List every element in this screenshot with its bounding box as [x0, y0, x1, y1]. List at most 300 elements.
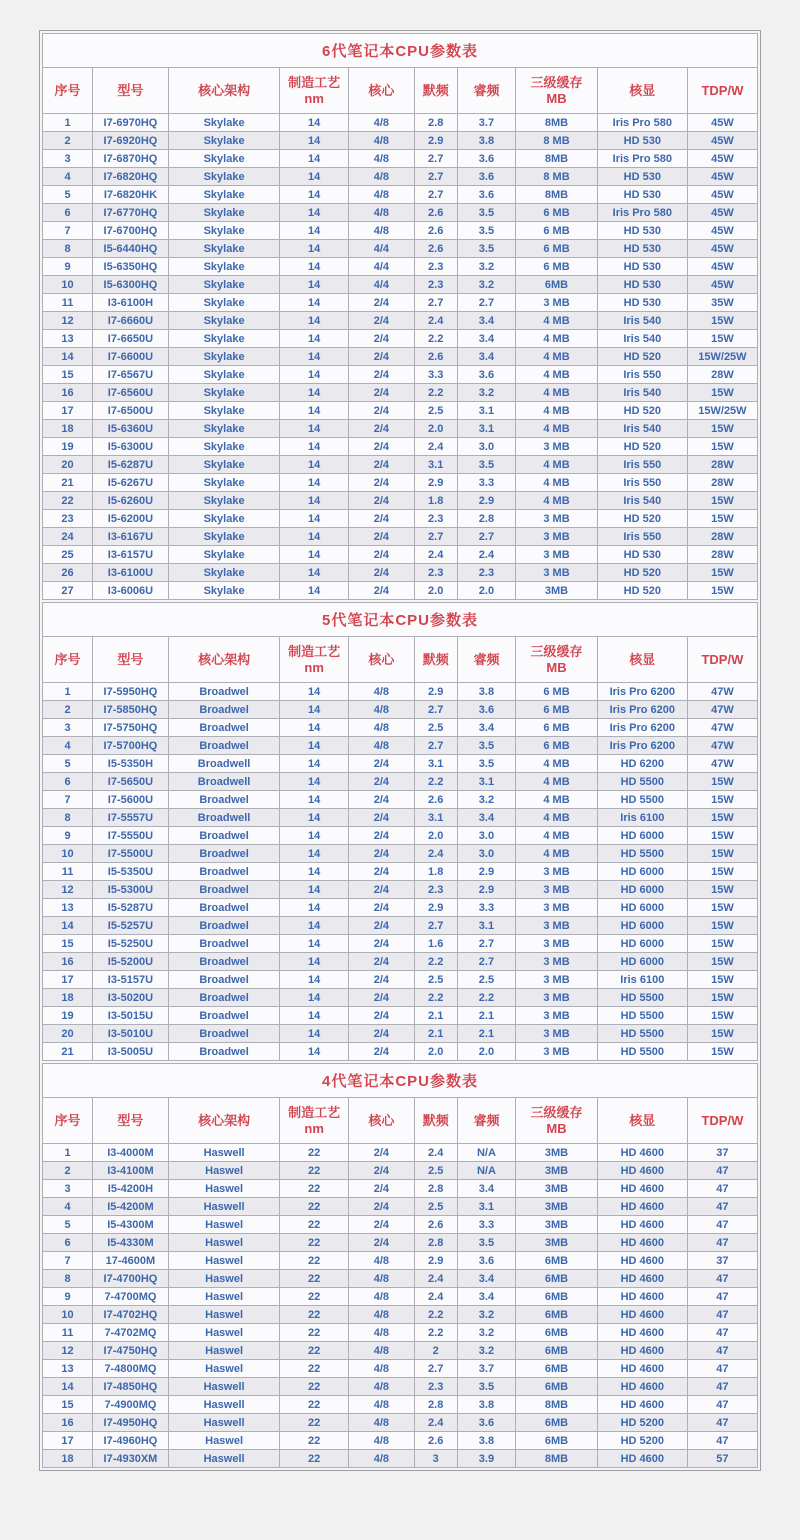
column-header-row — [43, 1098, 758, 1144]
cell-col-model: 17-4600M — [93, 1252, 169, 1270]
cell-col-index: 7 — [43, 791, 93, 809]
cell-col-cores: 2/4 — [348, 809, 414, 827]
cell-col-l3-cache: 8MB — [516, 186, 598, 204]
cell-col-index: 1 — [43, 683, 93, 701]
cell-col-igpu: HD 5500 — [597, 1025, 687, 1043]
cell-col-cores: 4/8 — [348, 1396, 414, 1414]
table-title: 6代笔记本CPU参数表 — [43, 34, 758, 68]
cell-col-l3-cache: 3 MB — [516, 935, 598, 953]
cell-col-model: I7-4850HQ — [93, 1378, 169, 1396]
cell-col-model: I5-6287U — [93, 456, 169, 474]
cell-col-base-freq: 2.5 — [414, 402, 457, 420]
cell-col-tdp: 47 — [687, 1306, 757, 1324]
cell-col-process-nm: 14 — [280, 971, 349, 989]
cell-col-l3-cache: 6MB — [516, 1324, 598, 1342]
column-header-col-model: 型号 — [93, 68, 169, 114]
table-row — [43, 1342, 758, 1360]
table-row — [43, 1360, 758, 1378]
cell-col-igpu: HD 6000 — [597, 881, 687, 899]
cell-col-model: I7-5557U — [93, 809, 169, 827]
cell-col-process-nm: 14 — [280, 222, 349, 240]
cell-col-turbo-freq: N/A — [457, 1162, 516, 1180]
cell-col-l3-cache: 3 MB — [516, 971, 598, 989]
table-row — [43, 348, 758, 366]
column-header-col-igpu: 核显 — [597, 637, 687, 683]
cell-col-architecture: Haswell — [168, 1450, 280, 1468]
cell-col-base-freq: 2.2 — [414, 384, 457, 402]
cell-col-turbo-freq: 3.6 — [457, 168, 516, 186]
cell-col-l3-cache: 3 MB — [516, 899, 598, 917]
cell-col-cores: 4/8 — [348, 114, 414, 132]
cell-col-cores: 4/8 — [348, 719, 414, 737]
cell-col-igpu: HD 5500 — [597, 989, 687, 1007]
cell-col-igpu: Iris 540 — [597, 492, 687, 510]
table-title: 4代笔记本CPU参数表 — [43, 1064, 758, 1098]
cell-col-igpu: HD 4600 — [597, 1162, 687, 1180]
cell-col-turbo-freq: 2.3 — [457, 564, 516, 582]
cell-col-tdp: 57 — [687, 1450, 757, 1468]
cell-col-model: I3-5010U — [93, 1025, 169, 1043]
table-row — [43, 582, 758, 600]
column-header-col-process-nm: 制造工艺 nm — [280, 68, 349, 114]
column-header-col-base-freq: 默频 — [414, 1098, 457, 1144]
cell-col-process-nm: 14 — [280, 528, 349, 546]
cell-col-l3-cache: 4 MB — [516, 348, 598, 366]
cell-col-turbo-freq: 3.5 — [457, 456, 516, 474]
cell-col-architecture: Skylake — [168, 456, 280, 474]
cell-col-process-nm: 14 — [280, 1025, 349, 1043]
cell-col-tdp: 15W — [687, 971, 757, 989]
cell-col-index: 2 — [43, 1162, 93, 1180]
cell-col-turbo-freq: 3.8 — [457, 132, 516, 150]
cell-col-cores: 4/8 — [348, 150, 414, 168]
cell-col-index: 1 — [43, 1144, 93, 1162]
cell-col-igpu: HD 5200 — [597, 1432, 687, 1450]
cell-col-igpu: HD 5200 — [597, 1414, 687, 1432]
cell-col-tdp: 15W — [687, 953, 757, 971]
cell-col-process-nm: 14 — [280, 384, 349, 402]
cell-col-architecture: Broadwel — [168, 863, 280, 881]
cell-col-tdp: 47 — [687, 1342, 757, 1360]
cell-col-model: I5-5350U — [93, 863, 169, 881]
cell-col-process-nm: 14 — [280, 845, 349, 863]
cell-col-base-freq: 2.4 — [414, 546, 457, 564]
cell-col-index: 23 — [43, 510, 93, 528]
cell-col-architecture: Broadwel — [168, 701, 280, 719]
cell-col-base-freq: 2.0 — [414, 827, 457, 845]
table-row — [43, 168, 758, 186]
cell-col-l3-cache: 8MB — [516, 114, 598, 132]
cell-col-architecture: Skylake — [168, 150, 280, 168]
cell-col-process-nm: 14 — [280, 1043, 349, 1061]
cell-col-tdp: 47 — [687, 1360, 757, 1378]
cell-col-l3-cache: 4 MB — [516, 402, 598, 420]
table-row — [43, 258, 758, 276]
cell-col-process-nm: 14 — [280, 114, 349, 132]
cell-col-base-freq: 2.6 — [414, 1216, 457, 1234]
cell-col-cores: 2/4 — [348, 1234, 414, 1252]
cell-col-igpu: HD 530 — [597, 132, 687, 150]
cell-col-turbo-freq: 2.9 — [457, 492, 516, 510]
cell-col-index: 4 — [43, 1198, 93, 1216]
cell-col-base-freq: 2.2 — [414, 989, 457, 1007]
table-row — [43, 863, 758, 881]
cell-col-turbo-freq: 3.4 — [457, 312, 516, 330]
cell-col-igpu: Iris Pro 580 — [597, 150, 687, 168]
cell-col-index: 10 — [43, 845, 93, 863]
cell-col-cores: 2/4 — [348, 312, 414, 330]
cell-col-tdp: 47W — [687, 755, 757, 773]
cell-col-architecture: Skylake — [168, 276, 280, 294]
cell-col-igpu: HD 4600 — [597, 1252, 687, 1270]
table-row — [43, 150, 758, 168]
cell-col-turbo-freq: 3.2 — [457, 791, 516, 809]
cell-col-model: I7-6920HQ — [93, 132, 169, 150]
cell-col-index: 18 — [43, 420, 93, 438]
cell-col-tdp: 47 — [687, 1414, 757, 1432]
column-header-col-l3-cache: 三级缓存 MB — [516, 637, 598, 683]
cell-col-tdp: 47 — [687, 1378, 757, 1396]
cell-col-model: I5-6350HQ — [93, 258, 169, 276]
cell-col-tdp: 47 — [687, 1216, 757, 1234]
cell-col-turbo-freq: 2.9 — [457, 881, 516, 899]
cell-col-process-nm: 14 — [280, 809, 349, 827]
cpu-table-gen-4 — [42, 1063, 758, 1468]
cell-col-model: 7-4800MQ — [93, 1360, 169, 1378]
cell-col-cores: 4/8 — [348, 168, 414, 186]
cell-col-base-freq: 2.4 — [414, 438, 457, 456]
cell-col-architecture: Haswel — [168, 1360, 280, 1378]
cell-col-base-freq: 2.7 — [414, 737, 457, 755]
cell-col-model: I7-4700HQ — [93, 1270, 169, 1288]
cell-col-base-freq: 2.6 — [414, 348, 457, 366]
cell-col-igpu: HD 530 — [597, 240, 687, 258]
cell-col-turbo-freq: 3.3 — [457, 474, 516, 492]
cell-col-architecture: Broadwel — [168, 1043, 280, 1061]
cell-col-l3-cache: 6MB — [516, 1252, 598, 1270]
cell-col-model: I7-5500U — [93, 845, 169, 863]
cell-col-index: 11 — [43, 294, 93, 312]
cell-col-model: I3-6157U — [93, 546, 169, 564]
column-header-col-tdp: TDP/W — [687, 68, 757, 114]
cell-col-cores: 2/4 — [348, 989, 414, 1007]
cell-col-igpu: HD 520 — [597, 510, 687, 528]
table-row — [43, 1306, 758, 1324]
cell-col-index: 18 — [43, 1450, 93, 1468]
cell-col-process-nm: 14 — [280, 294, 349, 312]
cell-col-model: I3-6167U — [93, 528, 169, 546]
cell-col-base-freq: 2.7 — [414, 1360, 457, 1378]
cell-col-tdp: 47W — [687, 683, 757, 701]
cell-col-model: 7-4700MQ — [93, 1288, 169, 1306]
cell-col-process-nm: 14 — [280, 438, 349, 456]
cell-col-index: 17 — [43, 402, 93, 420]
cell-col-turbo-freq: 3.6 — [457, 366, 516, 384]
cell-col-index: 9 — [43, 827, 93, 845]
column-header-col-base-freq: 默频 — [414, 68, 457, 114]
cell-col-process-nm: 14 — [280, 240, 349, 258]
cell-col-cores: 2/4 — [348, 1216, 414, 1234]
cell-col-turbo-freq: 2.7 — [457, 528, 516, 546]
cell-col-model: I7-6567U — [93, 366, 169, 384]
cell-col-architecture: Broadwel — [168, 719, 280, 737]
cell-col-cores: 2/4 — [348, 330, 414, 348]
cell-col-process-nm: 14 — [280, 312, 349, 330]
cell-col-architecture: Skylake — [168, 312, 280, 330]
cell-col-base-freq: 1.8 — [414, 492, 457, 510]
cell-col-model: I5-5200U — [93, 953, 169, 971]
cell-col-index: 10 — [43, 1306, 93, 1324]
column-header-col-process-nm: 制造工艺 nm — [280, 637, 349, 683]
table-row — [43, 899, 758, 917]
cell-col-turbo-freq: 2.1 — [457, 1007, 516, 1025]
column-header-col-turbo-freq: 睿频 — [457, 68, 516, 114]
cell-col-index: 11 — [43, 1324, 93, 1342]
column-header-col-l3-cache: 三级缓存 MB — [516, 1098, 598, 1144]
cell-col-model: I7-6820HK — [93, 186, 169, 204]
table-row — [43, 1162, 758, 1180]
column-header-row — [43, 637, 758, 683]
cell-col-igpu: HD 4600 — [597, 1234, 687, 1252]
cell-col-process-nm: 14 — [280, 719, 349, 737]
table-row — [43, 438, 758, 456]
cell-col-base-freq: 2.4 — [414, 1288, 457, 1306]
cell-col-process-nm: 14 — [280, 701, 349, 719]
cell-col-tdp: 15W — [687, 330, 757, 348]
column-header-col-turbo-freq: 睿频 — [457, 637, 516, 683]
cell-col-process-nm: 14 — [280, 420, 349, 438]
cell-col-tdp: 15W — [687, 827, 757, 845]
cell-col-l3-cache: 6MB — [516, 1270, 598, 1288]
cell-col-tdp: 47W — [687, 719, 757, 737]
cell-col-architecture: Broadwel — [168, 1025, 280, 1043]
cell-col-process-nm: 22 — [280, 1396, 349, 1414]
table-row — [43, 204, 758, 222]
cell-col-l3-cache: 3MB — [516, 1198, 598, 1216]
table-row — [43, 222, 758, 240]
cell-col-igpu: HD 4600 — [597, 1342, 687, 1360]
table-row — [43, 791, 758, 809]
cell-col-architecture: Haswel — [168, 1342, 280, 1360]
cell-col-tdp: 47 — [687, 1324, 757, 1342]
cell-col-l3-cache: 4 MB — [516, 474, 598, 492]
cell-col-cores: 4/4 — [348, 276, 414, 294]
cell-col-tdp: 15W — [687, 773, 757, 791]
cell-col-igpu: HD 4600 — [597, 1144, 687, 1162]
cell-col-base-freq: 3 — [414, 1450, 457, 1468]
cell-col-model: I7-6970HQ — [93, 114, 169, 132]
cell-col-cores: 2/4 — [348, 953, 414, 971]
column-header-col-l3-cache: 三级缓存 MB — [516, 68, 598, 114]
table-row — [43, 564, 758, 582]
cell-col-model: I3-6100H — [93, 294, 169, 312]
cell-col-l3-cache: 3MB — [516, 582, 598, 600]
cell-col-l3-cache: 6 MB — [516, 204, 598, 222]
cell-col-cores: 2/4 — [348, 935, 414, 953]
cell-col-index: 3 — [43, 719, 93, 737]
cell-col-index: 8 — [43, 1270, 93, 1288]
cell-col-architecture: Skylake — [168, 510, 280, 528]
cell-col-index: 12 — [43, 312, 93, 330]
table-row — [43, 1414, 758, 1432]
cell-col-base-freq: 2.2 — [414, 1324, 457, 1342]
cell-col-turbo-freq: 2.4 — [457, 546, 516, 564]
cell-col-base-freq: 2.6 — [414, 791, 457, 809]
cell-col-architecture: Skylake — [168, 204, 280, 222]
cell-col-l3-cache: 6MB — [516, 1414, 598, 1432]
cell-col-cores: 2/4 — [348, 755, 414, 773]
cell-col-base-freq: 1.6 — [414, 935, 457, 953]
cell-col-base-freq: 2.3 — [414, 564, 457, 582]
cell-col-architecture: Haswel — [168, 1180, 280, 1198]
cell-col-model: I7-6820HQ — [93, 168, 169, 186]
cell-col-model: I5-4330M — [93, 1234, 169, 1252]
cell-col-igpu: HD 520 — [597, 438, 687, 456]
cell-col-cores: 2/4 — [348, 791, 414, 809]
cell-col-index: 12 — [43, 1342, 93, 1360]
cell-col-index: 26 — [43, 564, 93, 582]
table-row — [43, 827, 758, 845]
cell-col-architecture: Broadwel — [168, 989, 280, 1007]
cell-col-cores: 2/4 — [348, 773, 414, 791]
cell-col-index: 3 — [43, 150, 93, 168]
cell-col-l3-cache: 6MB — [516, 1306, 598, 1324]
cell-col-index: 7 — [43, 222, 93, 240]
cell-col-base-freq: 3.3 — [414, 366, 457, 384]
cell-col-l3-cache: 4 MB — [516, 492, 598, 510]
cell-col-architecture: Skylake — [168, 582, 280, 600]
cell-col-process-nm: 14 — [280, 863, 349, 881]
cell-col-model: I3-4100M — [93, 1162, 169, 1180]
cell-col-igpu: HD 4600 — [597, 1198, 687, 1216]
cell-col-base-freq: 2.8 — [414, 114, 457, 132]
cell-col-index: 8 — [43, 240, 93, 258]
cell-col-base-freq: 3.1 — [414, 456, 457, 474]
cell-col-l3-cache: 8MB — [516, 1450, 598, 1468]
cell-col-tdp: 15W — [687, 935, 757, 953]
cell-col-cores: 4/8 — [348, 1378, 414, 1396]
cell-col-base-freq: 2.8 — [414, 1180, 457, 1198]
cell-col-turbo-freq: 3.5 — [457, 204, 516, 222]
cell-col-igpu: Iris Pro 6200 — [597, 701, 687, 719]
cell-col-base-freq: 3.1 — [414, 809, 457, 827]
cell-col-l3-cache: 6 MB — [516, 240, 598, 258]
cell-col-model: I3-6006U — [93, 582, 169, 600]
cell-col-process-nm: 14 — [280, 989, 349, 1007]
cell-col-l3-cache: 3 MB — [516, 564, 598, 582]
table-row — [43, 1288, 758, 1306]
cell-col-model: I5-5287U — [93, 899, 169, 917]
cell-col-base-freq: 2.2 — [414, 330, 457, 348]
cell-col-cores: 2/4 — [348, 917, 414, 935]
cell-col-igpu: Iris Pro 6200 — [597, 683, 687, 701]
cell-col-cores: 2/4 — [348, 1180, 414, 1198]
cell-col-igpu: Iris 550 — [597, 366, 687, 384]
cell-col-architecture: Broadwel — [168, 791, 280, 809]
table-row — [43, 1180, 758, 1198]
table-row — [43, 719, 758, 737]
cell-col-index: 19 — [43, 1007, 93, 1025]
cell-col-tdp: 47 — [687, 1234, 757, 1252]
cell-col-model: I5-6300HQ — [93, 276, 169, 294]
cell-col-l3-cache: 3 MB — [516, 510, 598, 528]
cell-col-igpu: HD 4600 — [597, 1270, 687, 1288]
table-row — [43, 1234, 758, 1252]
cell-col-process-nm: 22 — [280, 1432, 349, 1450]
table-row — [43, 935, 758, 953]
cell-col-model: I5-4200M — [93, 1198, 169, 1216]
cell-col-l3-cache: 4 MB — [516, 773, 598, 791]
cell-col-architecture: Skylake — [168, 330, 280, 348]
cell-col-l3-cache: 4 MB — [516, 366, 598, 384]
column-header-col-tdp: TDP/W — [687, 1098, 757, 1144]
cell-col-base-freq: 2.7 — [414, 528, 457, 546]
cell-col-index: 27 — [43, 582, 93, 600]
cell-col-l3-cache: 4 MB — [516, 791, 598, 809]
table-row — [43, 1216, 758, 1234]
cell-col-l3-cache: 6 MB — [516, 701, 598, 719]
cell-col-turbo-freq: 2.1 — [457, 1025, 516, 1043]
cell-col-l3-cache: 3 MB — [516, 1007, 598, 1025]
cell-col-process-nm: 14 — [280, 132, 349, 150]
cell-col-base-freq: 2.2 — [414, 953, 457, 971]
cell-col-model: I7-6770HQ — [93, 204, 169, 222]
cell-col-process-nm: 22 — [280, 1270, 349, 1288]
cell-col-base-freq: 2.5 — [414, 719, 457, 737]
cell-col-base-freq: 2.9 — [414, 683, 457, 701]
cell-col-turbo-freq: 3.5 — [457, 1378, 516, 1396]
column-header-col-architecture: 核心架构 — [168, 68, 280, 114]
cell-col-base-freq: 1.8 — [414, 863, 457, 881]
table-row — [43, 240, 758, 258]
cell-col-tdp: 45W — [687, 186, 757, 204]
cell-col-architecture: Haswell — [168, 1396, 280, 1414]
cell-col-turbo-freq: 3.8 — [457, 1432, 516, 1450]
cell-col-architecture: Haswell — [168, 1144, 280, 1162]
cell-col-cores: 4/8 — [348, 1288, 414, 1306]
cell-col-tdp: 28W — [687, 366, 757, 384]
cell-col-index: 3 — [43, 1180, 93, 1198]
cell-col-architecture: Skylake — [168, 348, 280, 366]
cell-col-architecture: Skylake — [168, 114, 280, 132]
cell-col-l3-cache: 4 MB — [516, 312, 598, 330]
cell-col-process-nm: 22 — [280, 1216, 349, 1234]
cell-col-base-freq: 2.6 — [414, 240, 457, 258]
cell-col-architecture: Haswell — [168, 1198, 280, 1216]
cell-col-architecture: Skylake — [168, 528, 280, 546]
cell-col-turbo-freq: 3.6 — [457, 701, 516, 719]
cell-col-base-freq: 3.1 — [414, 755, 457, 773]
cpu-table-gen-6 — [42, 33, 758, 600]
cell-col-process-nm: 14 — [280, 168, 349, 186]
cell-col-model: I7-6870HQ — [93, 150, 169, 168]
cell-col-process-nm: 14 — [280, 186, 349, 204]
cell-col-l3-cache: 3MB — [516, 1162, 598, 1180]
table-row — [43, 683, 758, 701]
cell-col-l3-cache: 4 MB — [516, 827, 598, 845]
cell-col-turbo-freq: 3.4 — [457, 348, 516, 366]
cell-col-process-nm: 14 — [280, 827, 349, 845]
cell-col-process-nm: 14 — [280, 773, 349, 791]
table-title-row — [43, 603, 758, 637]
cell-col-architecture: Broadwell — [168, 773, 280, 791]
table-row — [43, 701, 758, 719]
cell-col-igpu: Iris 540 — [597, 312, 687, 330]
table-row — [43, 1270, 758, 1288]
column-header-col-igpu: 核显 — [597, 68, 687, 114]
cell-col-cores: 2/4 — [348, 827, 414, 845]
cell-col-cores: 2/4 — [348, 348, 414, 366]
